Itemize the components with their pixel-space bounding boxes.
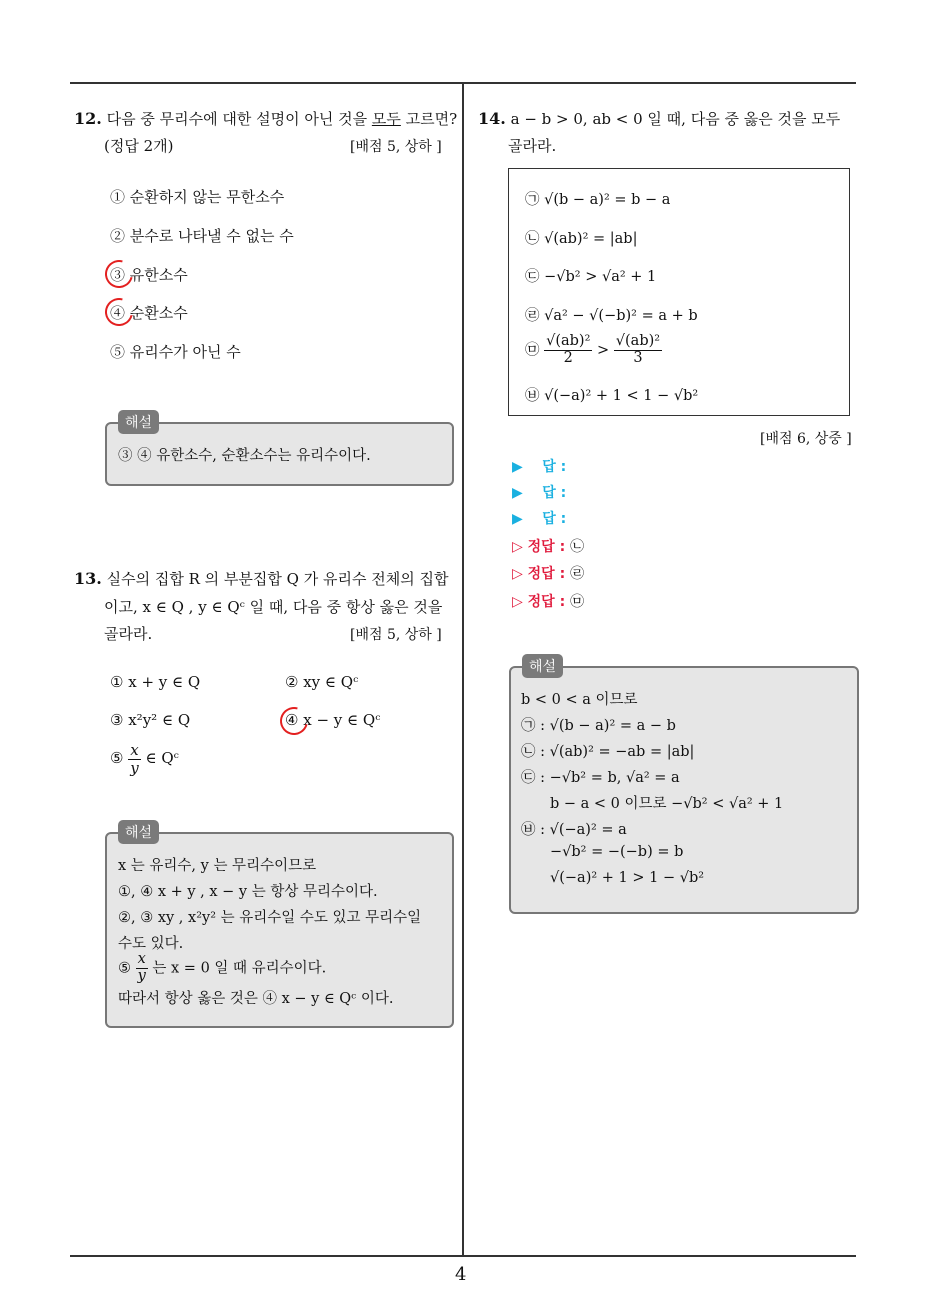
q13-option-4[interactable]: ④ x − y ∈ Qᶜ (285, 711, 381, 729)
q14-choice-5: ㉤ $\frac{\text{√(ab)²}}{2}$ > $\frac{\text{√(ab)²}}{3}$ (525, 333, 661, 366)
q13-line1-text: 실수의 집합 R 의 부분집합 Q 가 유리수 전체의 집합 (106, 570, 449, 588)
q12-option-2[interactable]: ② 분수로 나타낼 수 없는 수 (110, 227, 294, 245)
q14-choice-2: ㉡ √(ab)² = |ab| (525, 231, 638, 247)
q14-choice-3: ㉢ −√b² > √a² + 1 (525, 269, 657, 285)
q12-number: 12. (74, 109, 102, 128)
page-number: 4 (455, 1264, 467, 1285)
q12-text-underline: 모두 (371, 110, 401, 128)
q13-option-5-tail: ∈ Qᶜ (145, 749, 179, 767)
q12-score: [배점 5, 상하 ] (350, 139, 442, 155)
q12-line1 (74, 108, 457, 129)
q12-text-1: 다음 중 무리수에 대한 설명이 아닌 것을 (106, 110, 368, 128)
q14-choice-4: ㉣ √a² − √(−b)² = a + b (525, 308, 698, 324)
q12-text-2: 고르면? (405, 110, 458, 128)
q14-line1 (478, 108, 840, 129)
q14-line1-text: a − b > 0, ab < 0 일 때, 다음 중 옳은 것을 모두 (510, 110, 841, 128)
q13-option-4-mark (275, 702, 313, 740)
q13-option-5-num: ⑤ (110, 749, 124, 767)
q13-solution-line-3: ②, ③ xy , x²y² 는 유리수일 수도 있고 무리수일 (118, 910, 422, 926)
q14-line2: 골라라. (508, 137, 557, 155)
q13-solution-frac: $\frac{x}{y}$ (137, 951, 146, 984)
q13-option-5-frac: $\frac{x}{y}$ (130, 741, 139, 777)
q14-solution-line-1: b < 0 < a 이므로 (521, 692, 638, 708)
q12-option-3[interactable]: ③ 유한소수 (110, 266, 188, 284)
q13-solution-line-6: 따라서 항상 옳은 것은 ④ x − y ∈ Qᶜ 이다. (118, 991, 394, 1007)
q14-number: 14. (478, 109, 506, 128)
q12-option-3-mark (100, 255, 138, 293)
q14-choice-5-left: $\frac{\text{√(ab)²}}{2}$ (546, 333, 591, 366)
q14-solution-line-7: −√b² = −(−b) = b (550, 844, 684, 860)
bottom-rule (70, 1255, 856, 1257)
q13-solution-label: 해설 (118, 820, 159, 844)
q13-solution-line-5: ⑤ $\frac{x}{y}$ 는 x = 0 일 때 유리수이다. (118, 951, 327, 984)
q14-answer-row-2: ▶ 답 : (512, 485, 567, 501)
q14-answer-row-1: ▶ 답 : (512, 459, 567, 475)
q13-line2: 이고, x ∈ Q , y ∈ Qᶜ 일 때, 다음 중 항상 옳은 것을 (104, 598, 443, 616)
q14-correct-row-2: ▷ 정답 : ㉣ (512, 566, 585, 582)
q14-solution-line-8: √(−a)² + 1 > 1 − √b² (550, 870, 705, 886)
q14-choice-5-right: $\frac{\text{√(ab)²}}{3}$ (615, 333, 661, 366)
q13-number: 13. (74, 569, 102, 588)
q14-solution-line-2: ㉠ : √(b − a)² = a − b (521, 718, 676, 734)
q14-solution-line-4: ㉢ : −√b² = b, √a² = a (521, 770, 680, 786)
q12-solution-label: 해설 (118, 410, 159, 434)
q14-answer-row-3: ▶ 답 : (512, 511, 567, 527)
q12-option-4-mark (100, 293, 138, 331)
q13-option-3[interactable]: ③ x²y² ∈ Q (110, 711, 191, 729)
column-divider (462, 84, 464, 1256)
q14-solution-label: 해설 (522, 654, 563, 678)
q13-solution-line-4: 수도 있다. (118, 936, 184, 952)
q12-solution-text: ③ ④ 유한소수, 순환소수는 유리수이다. (118, 448, 371, 464)
q14-solution-line-6: ㉥ : √(−a)² = a (521, 822, 627, 838)
q12-subline: (정답 2개) (104, 137, 174, 155)
q12-option-4[interactable]: ④ 순환소수 (110, 304, 188, 322)
q14-correct-row-3: ▷ 정답 : ㉤ (512, 594, 585, 610)
q13-option-2[interactable]: ② xy ∈ Qᶜ (285, 673, 359, 691)
q12-option-1[interactable]: ① 순환하지 않는 무한소수 (110, 188, 285, 206)
q13-option-1[interactable]: ① x + y ∈ Q (110, 673, 201, 691)
q14-solution-line-3: ㉡ : √(ab)² = −ab = |ab| (521, 744, 695, 760)
q13-line3: 골라라. (104, 625, 153, 643)
q13-line1 (74, 568, 448, 589)
q14-correct-row-1: ▷ 정답 : ㉡ (512, 539, 585, 555)
q13-score: [배점 5, 상하 ] (350, 627, 442, 643)
q13-solution-line-1: x 는 유리수, y 는 무리수이므로 (118, 858, 317, 874)
q13-solution-line-2: ①, ④ x + y , x − y 는 항상 무리수이다. (118, 884, 378, 900)
q14-choice-6: ㉥ √(−a)² + 1 < 1 − √b² (525, 388, 699, 404)
q14-choice-1: ㉠ √(b − a)² = b − a (525, 192, 671, 208)
q13-option-5[interactable] (110, 742, 179, 776)
q14-solution-line-5: b − a < 0 이므로 −√b² < √a² + 1 (550, 796, 784, 812)
q14-score: [배점 6, 상중 ] (760, 431, 852, 447)
q12-option-5[interactable]: ⑤ 유리수가 아닌 수 (110, 343, 241, 361)
